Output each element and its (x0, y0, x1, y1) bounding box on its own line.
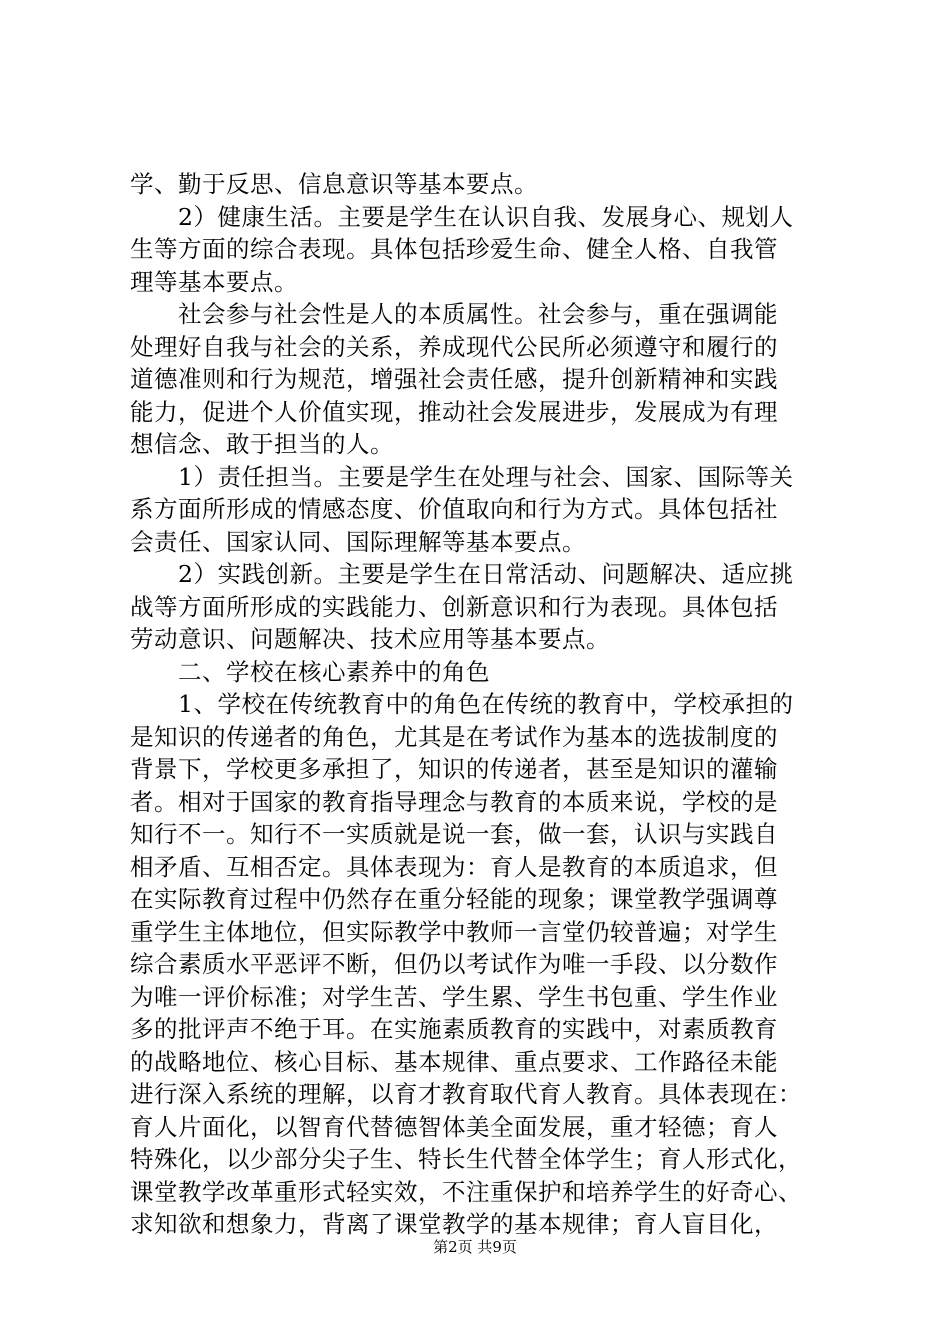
text-line: 想信念、敢于担当的人。 (130, 430, 394, 458)
text-line: 相矛盾、互相否定。具体表现为：育人是教育的本质追求，但 (130, 852, 778, 881)
page-footer: 第2页 共9页 (433, 1238, 517, 1256)
text-line: 重学生主体地位，但实际教学中教师一言堂仍较普遍；对学生 (130, 917, 778, 946)
text-line: 学、勤于反思、信息意识等基本要点。 (130, 170, 538, 198)
text-line: 战等方面所形成的实践能力、创新意识和行为表现。具体包括 (130, 592, 778, 621)
text-line: 特殊化，以少部分尖子生、特长生代替全体学生；育人形式化， (130, 1145, 802, 1173)
text-line: 知行不一。知行不一实质就是说一套，做一套，认识与实践自 (130, 820, 778, 848)
text-line: 多的批评声不绝于耳。在实施素质教育的实践中，对素质教育 (130, 1015, 778, 1043)
text-line: 为唯一评价标准；对学生苦、学生累、学生书包重、学生作业 (130, 982, 778, 1011)
text-line: 综合素质水平恶评不断，但仍以考试作为唯一手段、以分数作 (130, 950, 778, 978)
body-text (130, 168, 830, 1241)
text-line: 在实际教育过程中仍然存在重分轻能的现象；课堂教学强调尊 (130, 885, 778, 913)
text-line: 是知识的传递者的角色，尤其是在考试作为基本的选拔制度的 (130, 722, 778, 751)
text-line: 进行深入系统的理解，以育才教育取代育人教育。具体表现在： (130, 1080, 802, 1108)
text-line: 能力，促进个人价值实现，推动社会发展进步，发展成为有理 (130, 397, 778, 426)
text-line: 道德准则和行为规范，增强社会责任感，提升创新精神和实践 (130, 365, 778, 393)
text-line: 求知欲和想象力，背离了课堂教学的基本规律；育人盲目化， (130, 1210, 778, 1238)
text-line: 系方面所形成的情感态度、价值取向和行为方式。具体包括社 (130, 495, 778, 523)
text-line: 处理好自我与社会的关系，养成现代公民所必须遵守和履行的 (130, 332, 778, 361)
text-line: 育人片面化，以智育代替德智体美全面发展，重才轻德；育人 (130, 1112, 778, 1141)
text-line: 1）责任担当。主要是学生在处理与社会、国家、国际等关 (130, 462, 794, 491)
text-line: 的战略地位、核心目标、基本规律、重点要求、工作路径未能 (130, 1047, 778, 1076)
text-line: 会责任、国家认同、国际理解等基本要点。 (130, 527, 586, 556)
section-heading: 二、学校在核心素养中的角色 (130, 657, 490, 686)
text-line: 社会参与社会性是人的本质属性。社会参与，重在强调能 (130, 300, 778, 328)
text-line: 课堂教学改革重形式轻实效，不注重保护和培养学生的好奇心、 (130, 1177, 802, 1206)
text-line: 背景下，学校更多承担了，知识的传递者，甚至是知识的灌输 (130, 755, 778, 783)
text-line: 者。相对于国家的教育指导理念与教育的本质来说，学校的是 (130, 787, 778, 816)
text-line: 1、学校在传统教育中的角色在传统的教育中，学校承担的 (130, 690, 794, 718)
text-line: 理等基本要点。 (130, 267, 298, 296)
text-line: 劳动意识、问题解决、技术应用等基本要点。 (130, 625, 610, 653)
text-line: 生等方面的综合表现。具体包括珍爱生命、健全人格、自我管 (130, 235, 778, 263)
text-line: 2）实践创新。主要是学生在日常活动、问题解决、适应挑 (130, 560, 794, 588)
text-line: 2）健康生活。主要是学生在认识自我、发展身心、规划人 (130, 202, 794, 231)
